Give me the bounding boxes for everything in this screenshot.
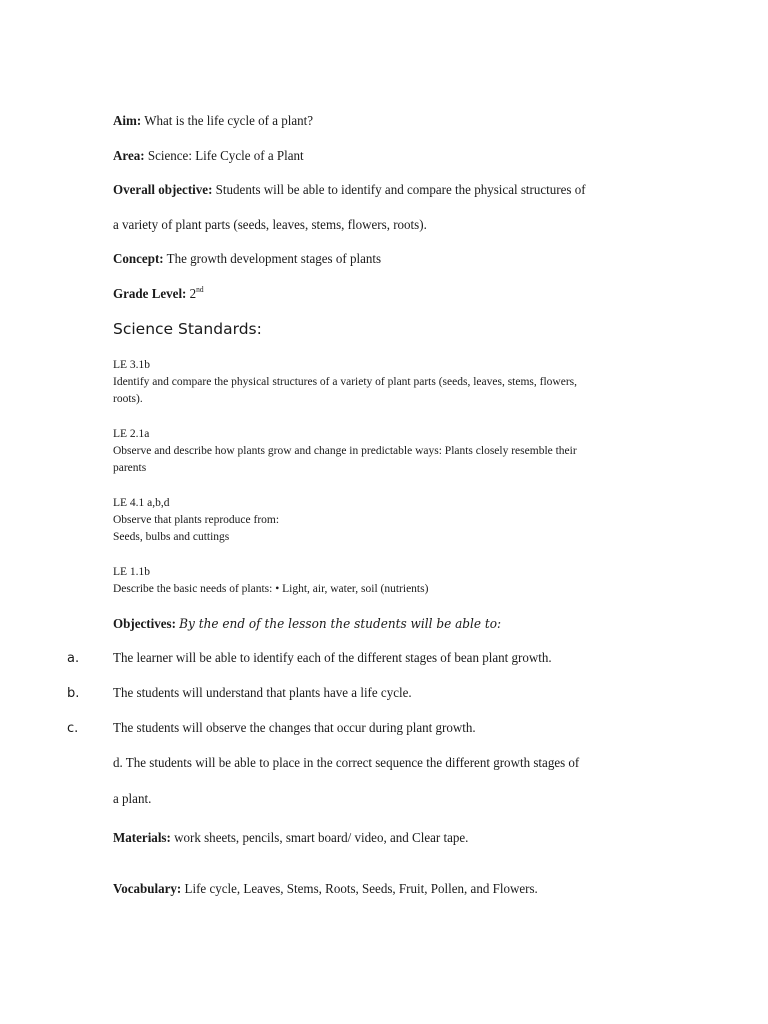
standard-code: LE 3.1b [113,359,151,371]
materials-label: Materials: [113,831,171,846]
objective-marker: c. [67,721,79,736]
standard-item [113,426,633,477]
standard-description-line: roots). [113,393,143,405]
standard-description-line: Observe and describe how plants grow and change in predictable ways: Plants closely resemble their [113,445,577,457]
objective-item-d-line2: a plant. [113,792,152,807]
standard-code: LE 1.1b [113,566,151,578]
overall-objective-line [113,182,586,200]
vocabulary-line [113,881,538,899]
aim-line [113,113,313,131]
objective-item: The students will observe the changes that occur during plant growth. [113,721,476,736]
grade-level-suffix: nd [196,285,204,294]
vocabulary-text: Life cycle, Leaves, Stems, Roots, Seeds, Fruit, Pollen, and Flowers. [184,882,538,897]
standard-item [113,357,633,408]
grade-level-line [113,286,204,304]
aim-text: What is the life cycle of a plant? [144,114,314,129]
vocabulary-label: Vocabulary: [113,882,182,897]
objectives-label: Objectives: [113,617,176,632]
overall-objective-text-line1: Students will be able to identify and compare the physical structures of [215,183,586,198]
concept-line [113,251,381,269]
overall-objective-line2 [113,217,427,235]
standard-code: LE 2.1a [113,428,150,440]
standard-description-line: Describe the basic needs of plants: • Light, air, water, soil (nutrients) [113,583,429,595]
standard-code: LE 4.1 a,b,d [113,497,170,509]
area-label: Area: [113,149,145,164]
materials-text: work sheets, pencils, smart board/ video, and Clear tape. [174,831,469,846]
objectives-line [113,616,501,634]
standard-description-line: Seeds, bulbs and cuttings [113,531,230,543]
standard-description-line: Observe that plants reproduce from: [113,514,280,526]
area-line [113,148,304,166]
standard-item [113,495,633,546]
overall-objective-label: Overall objective: [113,183,213,198]
grade-level-value: 2 [189,287,197,302]
objective-marker: a. [67,651,80,666]
overall-objective-text-line2: a variety of plant parts (seeds, leaves, stems, flowers, roots). [113,218,427,233]
concept-label: Concept: [113,252,164,267]
objective-item: The learner will be able to identify each of the different stages of bean plant growth. [113,651,552,666]
standard-description-line: parents [113,462,147,474]
objective-item: The students will understand that plants have a life cycle. [113,686,412,701]
objective-marker: b. [67,686,80,701]
objectives-intro: By the end of the lesson the students will be able to: [179,617,502,632]
standard-description-line: Identify and compare the physical structures of a variety of plant parts (seeds, leaves, stems, flowers, [113,376,577,388]
science-standards-heading: Science Standards: [113,320,262,338]
grade-level-label: Grade Level: [113,287,187,302]
materials-line [113,830,468,848]
standard-item [113,564,633,598]
aim-label: Aim: [113,114,142,129]
objective-item-d-line1: d. The students will be able to place in the correct sequence the different growth stages of [113,756,580,771]
area-text: Science: Life Cycle of a Plant [147,149,304,164]
concept-text: The growth development stages of plants [166,252,382,267]
